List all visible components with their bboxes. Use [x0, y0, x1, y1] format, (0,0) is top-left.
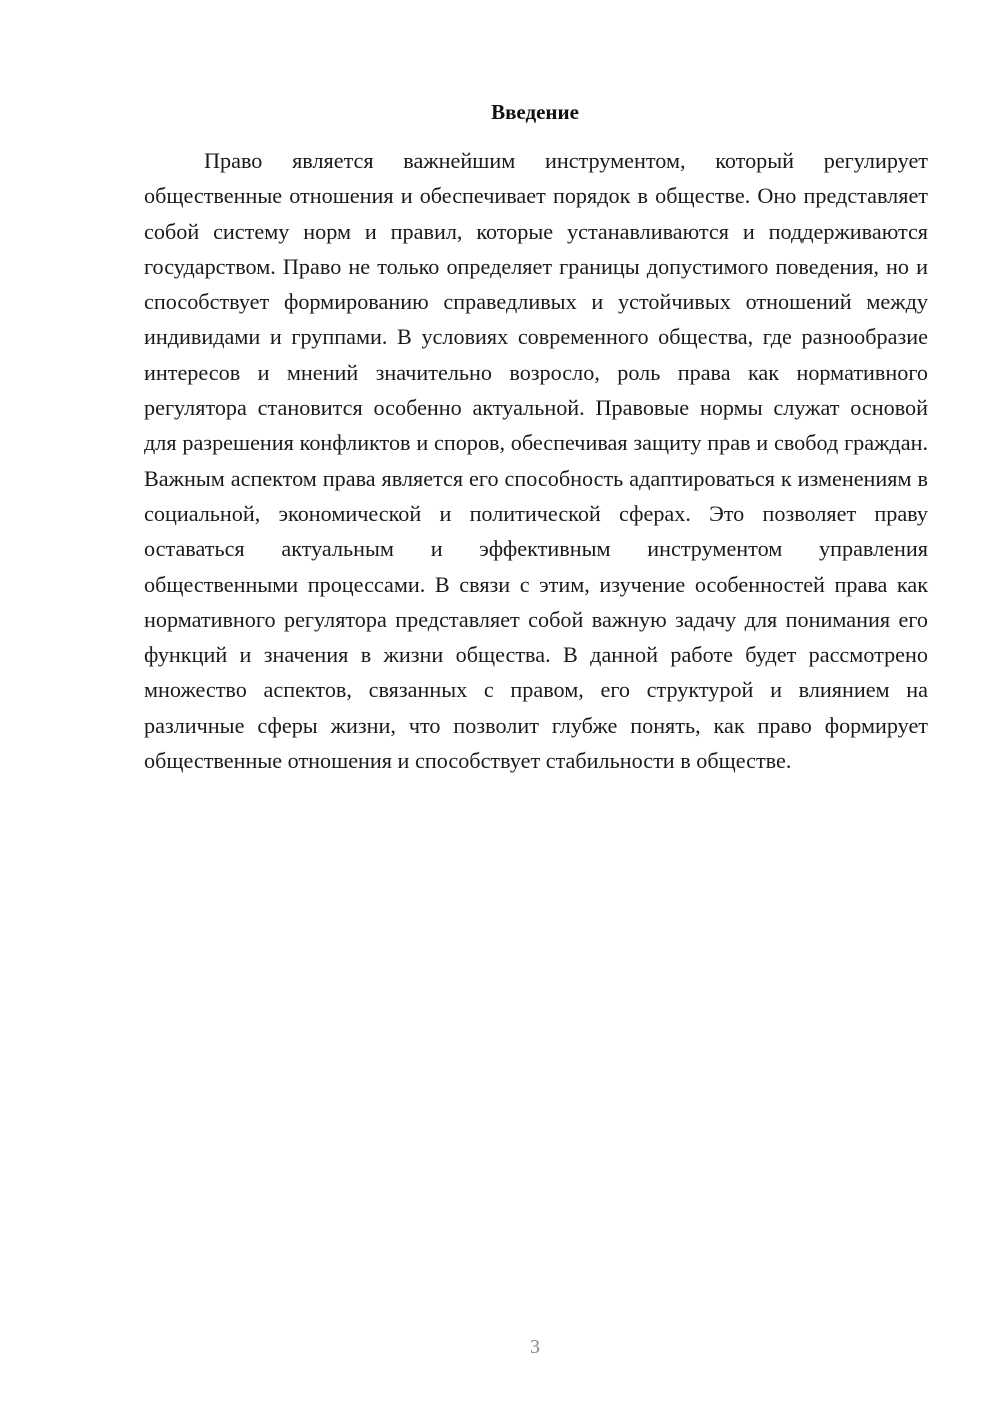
- body-paragraph: Право является важнейшим инструментом, который регулирует общественные отношения и обеспечивает порядок в обществе. Оно представляет собой систему норм и правил, которые устанавливаются и поддерживаются государством. Право не только определяет границы допустимого поведения, но и способствует формированию справедливых и устойчивых отношений между индивидами и группами. В условиях современного общества, где разнообразие интересов и мнений значительно возросло, роль права как нормативного регулятора становится особенно актуальной. Правовые нормы служат основой для разрешения конфликтов и споров, обеспечивая защиту прав и свобод граждан. Важным аспектом права является его способность адаптироваться к изменениям в социальной, экономической и политической сферах. Это позволяет праву оставаться актуальным и эффективным инструментом управления общественными процессами. В связи с этим, изучение особенностей права как нормативного регулятора представляет собой важную задачу для понимания его функций и значения в жизни общества. В данной работе будет рассмотрено множество аспектов, связанных с правом, его структурой и влиянием на различные сферы жизни, что позволит глубже понять, как право формирует общественные отношения и способствует стабильности в обществе.: [144, 148, 928, 774]
- page-number: 3: [530, 1336, 540, 1358]
- section-heading: Введение: [491, 100, 579, 124]
